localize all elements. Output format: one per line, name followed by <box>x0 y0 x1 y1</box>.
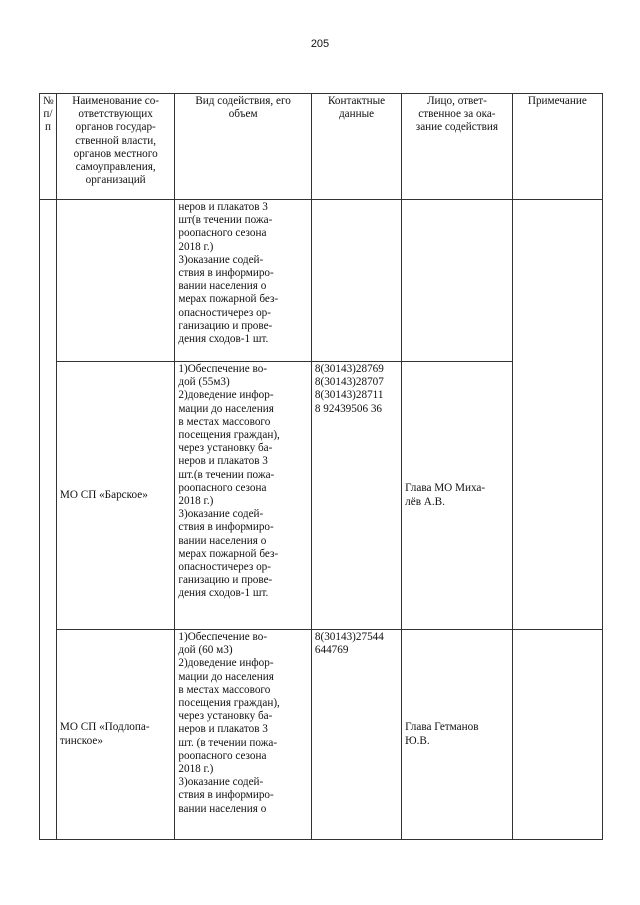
responsible-person-cell <box>402 200 513 362</box>
responsible-person-cell: Глава МО Миха- лёв А.В. <box>402 362 513 630</box>
table-row <box>40 630 603 840</box>
header-contacts: Контактные данные <box>311 94 401 200</box>
note-cell <box>512 630 602 840</box>
assistance-table <box>39 93 603 840</box>
assistance-cell: неров и плакатов 3 шт(в течении пожа- роопасного сезона 2018 г.) 3)оказание содей- ствия в информиро- вании населения о мерах пожарной без- опасностичерез ор- ганизацию и прове- дения сходов-1 шт. <box>175 200 312 362</box>
table-row <box>40 200 603 362</box>
header-organization: Наименование со- ответствующих органов государ- ственной власти, органов местного самоуправления, организаций <box>56 94 174 200</box>
header-note: Примечание <box>512 94 602 200</box>
contacts-cell: 8(30143)28769 8(30143)28707 8(30143)28711 8 92439506 36 <box>311 362 401 630</box>
note-cell <box>512 200 602 630</box>
header-responsible-person: Лицо, ответ- ственное за ока- зание содействия <box>402 94 513 200</box>
header-assistance-type: Вид содействия, его объем <box>175 94 312 200</box>
responsible-person-cell: Глава Гетманов Ю.В. <box>402 630 513 840</box>
assistance-cell: 1)Обеспечение во- дой (55м3) 2)доведение инфор- мации до населения в местах массового посещения граждан), через установку ба- неров и плакатов 3 шт.(в течении пожа- роопасного сезона 2018 г.) 3)оказание содей- ствия в информиро- вании населения о мерах пожарной без- опасностичерез ор- ганизацию и прове- дения сходов-1 шт. <box>175 362 312 630</box>
organization-cell: МО СП «Подлопа- тинское» <box>56 630 174 840</box>
contacts-cell <box>311 200 401 362</box>
organization-cell: МО СП «Барское» <box>56 362 174 630</box>
header-number: № п/ п <box>40 94 57 200</box>
assistance-cell: 1)Обеспечение во- дой (60 м3) 2)доведение инфор- мации до населения в местах массового посещения граждан), через установку ба- неров и плакатов 3 шт. (в течении пожа- роопасного сезона 2018 г.) 3)оказание содей- ствия в информиро- вании населения о <box>175 630 312 840</box>
organization-cell <box>56 200 174 362</box>
contacts-cell: 8(30143)27544 644769 <box>311 630 401 840</box>
number-cell <box>40 200 57 840</box>
page-number: 205 <box>310 38 330 50</box>
table-header-row <box>40 94 603 200</box>
